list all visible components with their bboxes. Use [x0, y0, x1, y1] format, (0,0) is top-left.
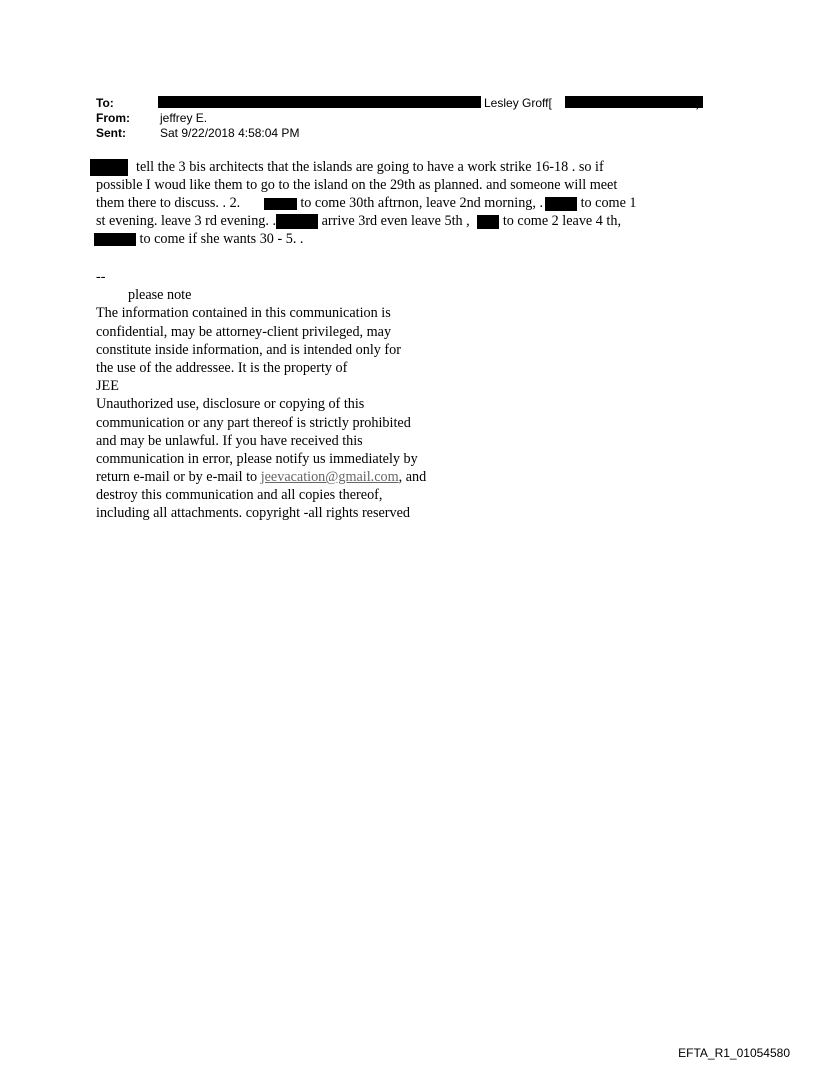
to-trailing: ) [696, 96, 700, 110]
signature-line: destroy this communication and all copies thereof, [96, 487, 383, 504]
sent-value: Sat 9/22/2018 4:58:04 PM [160, 126, 300, 140]
redaction-block [90, 159, 128, 176]
body-line [96, 212, 736, 230]
email-header [96, 96, 700, 140]
body-line [96, 194, 736, 212]
signature-line: communication or any part thereof is strictly prohibited [96, 414, 411, 431]
signature-line: the use of the addressee. It is the property of [96, 359, 348, 376]
body-text-fragment: to come 30th aftrnon, leave 2nd morning, . [300, 195, 544, 211]
redaction-block [545, 197, 577, 211]
signature-line: communication in error, please notify us immediately by [96, 450, 418, 467]
body-line [96, 158, 736, 176]
from-row [96, 111, 496, 125]
redaction-block [276, 214, 318, 229]
from-value: jeffrey E. [160, 111, 208, 125]
body-text-fragment: st evening. leave 3 rd evening. . [96, 213, 277, 229]
body-text-fragment: them there to discuss. . 2. [96, 195, 241, 211]
to-row [96, 96, 700, 110]
signature-line: and may be unlawful. If you have received this [96, 432, 363, 449]
redaction-block [94, 233, 136, 246]
redaction-block [264, 198, 297, 210]
body-text-fragment: to come 1 [580, 195, 637, 211]
body-text-fragment: arrive 3rd even leave 5th , [321, 213, 470, 229]
signature-line: Unauthorized use, disclosure or copying of this [96, 396, 365, 413]
message-body [96, 158, 736, 248]
signature-block [96, 268, 426, 523]
to-label: To: [96, 96, 114, 110]
return-suffix: , and [398, 469, 427, 486]
to-value: Lesley Groff[ [484, 96, 552, 110]
email-link[interactable]: jeevacation@gmail.com [260, 469, 399, 486]
redaction-block [158, 96, 481, 108]
body-text-fragment: to come if she wants 30 - 5. . [139, 231, 304, 247]
from-label: From: [96, 111, 130, 125]
document-id: EFTA_R1_01054580 [678, 1046, 790, 1060]
sent-row [96, 126, 496, 140]
body-text-fragment: to come 2 leave 4 th, [502, 213, 622, 229]
sent-label: Sent: [96, 126, 126, 140]
signature-line [96, 468, 426, 486]
body-line [96, 230, 736, 248]
return-prefix: return e-mail or by e-mail to [96, 469, 261, 486]
body-line [96, 176, 736, 194]
signature-line: The information contained in this communication is [96, 305, 391, 322]
body-text-fragment: tell the 3 bis architects that the islands are going to have a work strike 16-18 . so if [136, 159, 604, 175]
redaction-block [565, 96, 703, 108]
signature-line: please note [128, 287, 192, 304]
signature-line: including all attachments. copyright -all rights reserved [96, 505, 411, 522]
signature-line: confidential, may be attorney-client privileged, may [96, 323, 392, 340]
body-text-fragment: possible I woud like them to go to the island on the 29th as planned. and someone will meet [96, 177, 618, 193]
signature-line: JEE [96, 378, 119, 395]
signature-line: constitute inside information, and is intended only for [96, 341, 401, 358]
signature-dashes: -- [96, 269, 106, 285]
redaction-block [477, 215, 499, 229]
